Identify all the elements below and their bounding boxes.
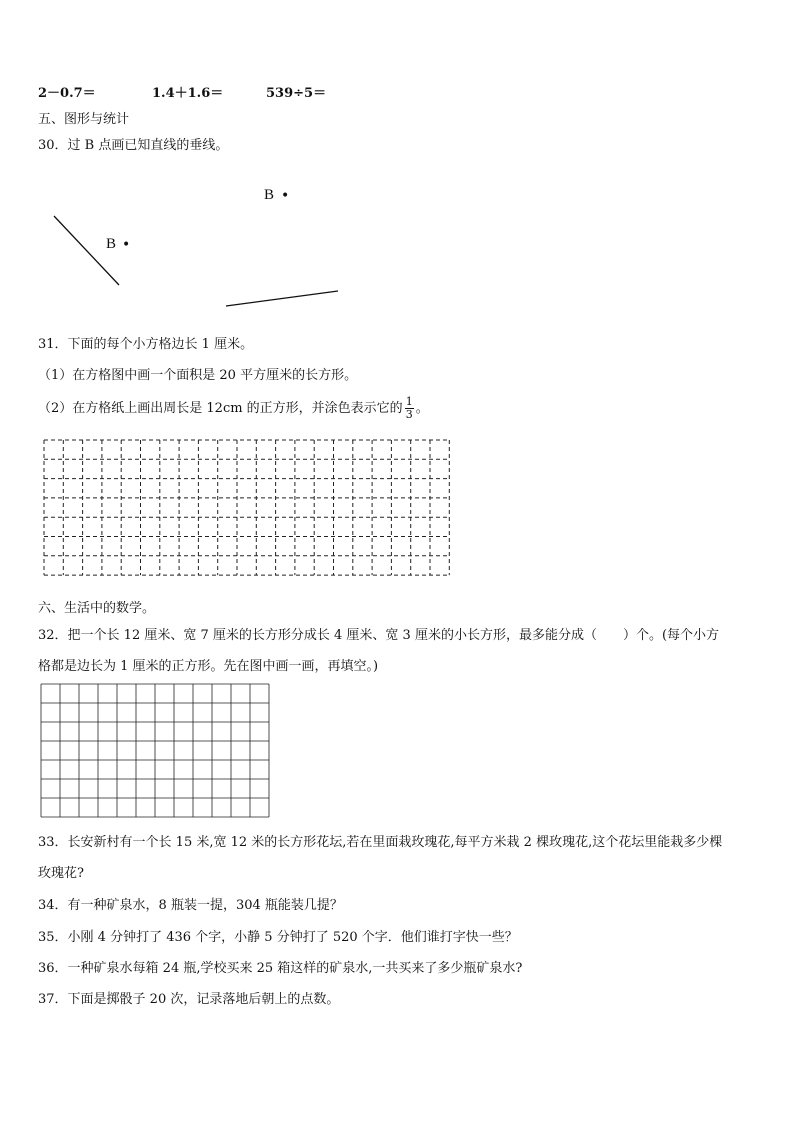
- question-31-part-1: （1）在方格图中画一个面积是 20 平方厘米的长方形。: [38, 368, 358, 383]
- question-35: 35．小刚 4 分钟打了 436 个字，小静 5 分钟打了 520 个字．他们谁打字快一些？: [38, 930, 518, 945]
- question-30: 30．过 B 点画已知直线的垂线。: [38, 138, 229, 153]
- question-32-line-2: 格都是边长为 1 厘米的正方形。先在图中画一画，再填空。): [38, 659, 379, 674]
- calc-item-3: 539÷5＝: [266, 86, 327, 101]
- question-37: 37．下面是掷骰子 20 次，记录落地后朝上的点数。: [38, 992, 340, 1007]
- point-b-dot-upper: •: [281, 188, 290, 204]
- point-b-label-upper: B: [264, 187, 275, 203]
- question-34: 34．有一种矿泉水，8 瓶装一提，304 瓶能装几提？: [38, 898, 343, 913]
- question-33-line-1: 33．长安新村有一个长 15 米,宽 12 米的长方形花坛,若在里面栽玫瑰花,每平方米栽 2 棵玫瑰花,这个花坛里能栽多少棵: [38, 835, 723, 850]
- question-31: 31．下面的每个小方格边长 1 厘米。: [38, 337, 254, 352]
- fraction-one-third: $\frac{1}{3}$: [405, 395, 413, 421]
- calc-item-1: 2－0.7＝: [38, 86, 96, 101]
- question-31-part-2-text: （2）在方格纸上画出周长是 12cm 的正方形，并涂色表示它的: [38, 401, 403, 416]
- question-33-line-2: 玫瑰花?: [38, 866, 84, 881]
- point-b-label-lower: B: [106, 236, 117, 252]
- question-36: 36．一种矿泉水每箱 24 瓶,学校买来 25 箱这样的矿泉水,一共买来了多少瓶矿泉水?: [38, 961, 523, 976]
- calc-item-2: 1.4＋1.6＝: [152, 86, 224, 101]
- section-five-title: 五、图形与统计: [38, 112, 130, 127]
- point-b-dot-lower: •: [122, 237, 131, 253]
- section-six-title: 六、生活中的数学。: [38, 601, 156, 616]
- question-32-line-1: 32．把一个长 12 厘米、宽 7 厘米的长方形分成长 4 厘米、宽 3 厘米的小长方形，最多能分成（ ）个。(每个小方: [38, 628, 720, 643]
- question-31-part-2: （2）在方格纸上画出周长是 12cm 的正方形，并涂色表示它的 $\frac{1}{3}$ 。: [38, 395, 429, 421]
